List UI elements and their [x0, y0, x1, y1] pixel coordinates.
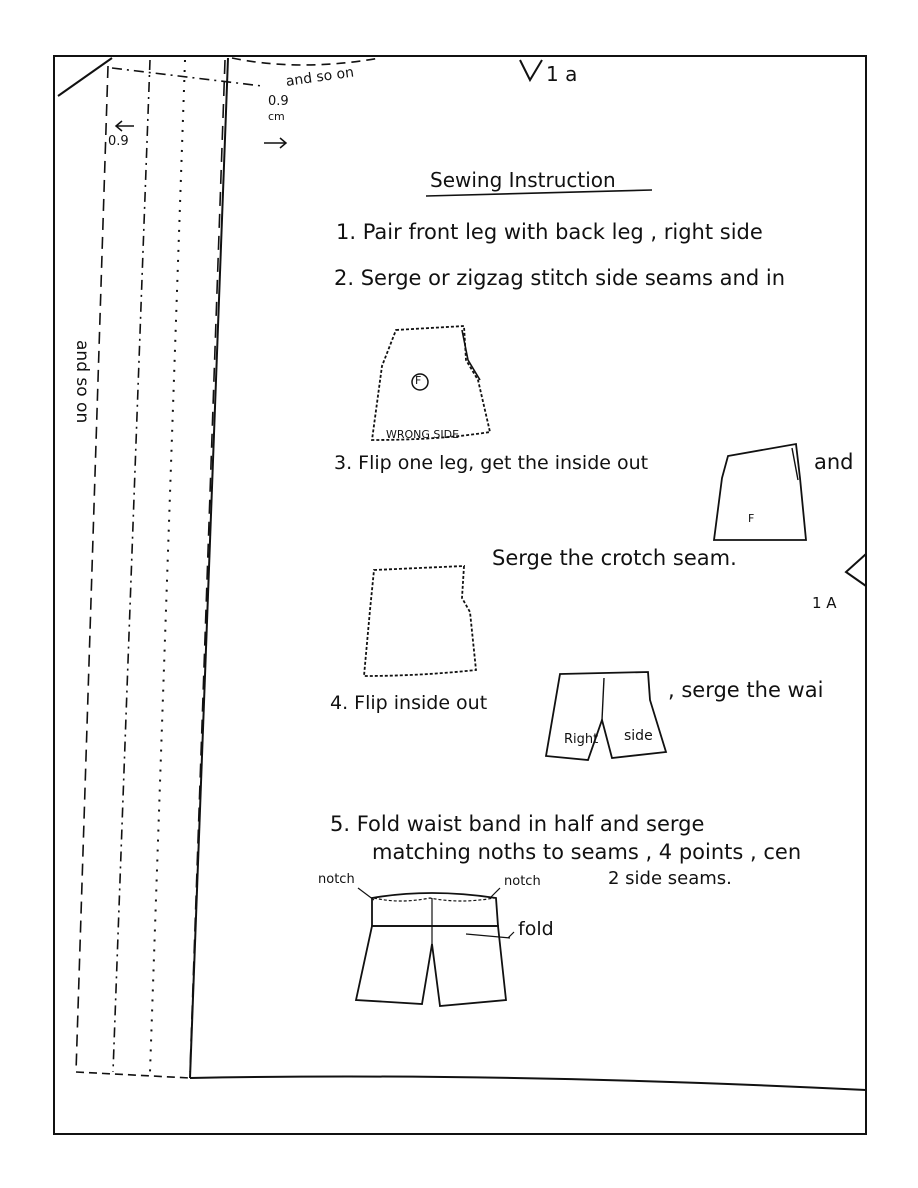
- step-5b: matching noths to seams , 4 points , cen: [372, 840, 802, 864]
- sketch-shorts-waistband: [356, 888, 514, 1006]
- sketch-leg-flipped: [714, 444, 806, 540]
- step-1: 1. Pair front leg with back leg , right side: [336, 220, 763, 244]
- fold-label: fold: [518, 918, 554, 940]
- seam-line-dashdot: [113, 60, 150, 1072]
- step-4b: , serge the wai: [668, 678, 824, 702]
- sketch-f-mark: F: [748, 512, 755, 525]
- notch-top: [520, 60, 542, 80]
- dim-label-left: 0.9: [108, 134, 129, 149]
- step-3b: Serge the crotch seam.: [492, 546, 737, 570]
- step-2: 2. Serge or zigzag stitch side seams and in: [334, 266, 785, 290]
- notch-right: [846, 554, 866, 586]
- step-3-and: and: [814, 450, 854, 474]
- sketch-side-label: side: [624, 728, 653, 744]
- sketch-front-mark: F: [415, 374, 422, 387]
- sketch-wrong-side-label: WRONG SIDE: [386, 428, 460, 441]
- step-5c: 2 side seams.: [608, 868, 732, 889]
- notch-right-label: notch: [504, 874, 541, 889]
- sketch-leg-wrong-side: [372, 326, 490, 440]
- step-4: 4. Flip inside out: [330, 692, 488, 714]
- heading: Sewing Instruction: [430, 168, 616, 192]
- dim-label-top: 0.9: [268, 94, 289, 109]
- margin-note-top: and so on: [284, 64, 355, 90]
- arrow-left: [116, 121, 134, 131]
- sketch-leg-serged: [364, 566, 476, 676]
- arrow-right: [264, 138, 286, 148]
- top-dashdot-line: [112, 68, 262, 86]
- step-5a: 5. Fold waist band in half and serge: [330, 812, 705, 836]
- top-arc-dashed: [232, 58, 380, 65]
- bottom-dashed-close: [76, 1072, 190, 1078]
- page-border: [54, 56, 866, 1134]
- page-label-side: 1 A: [812, 594, 837, 612]
- dim-unit-label: cm: [268, 110, 285, 123]
- page-label-top: 1 a: [546, 62, 578, 86]
- step-3: 3. Flip one leg, get the inside out: [334, 452, 649, 474]
- notch-left-label: notch: [318, 872, 355, 887]
- seam-line-dotted: [150, 60, 185, 1072]
- seam-line-dashed-right: [190, 60, 225, 1072]
- seam-line-dashed-left: [76, 66, 108, 1072]
- margin-note-side: and so on: [72, 340, 92, 424]
- pattern-bottom-line: [190, 1077, 866, 1091]
- corner-diagonal: [58, 58, 112, 96]
- sketch-right-label: Right: [564, 732, 599, 747]
